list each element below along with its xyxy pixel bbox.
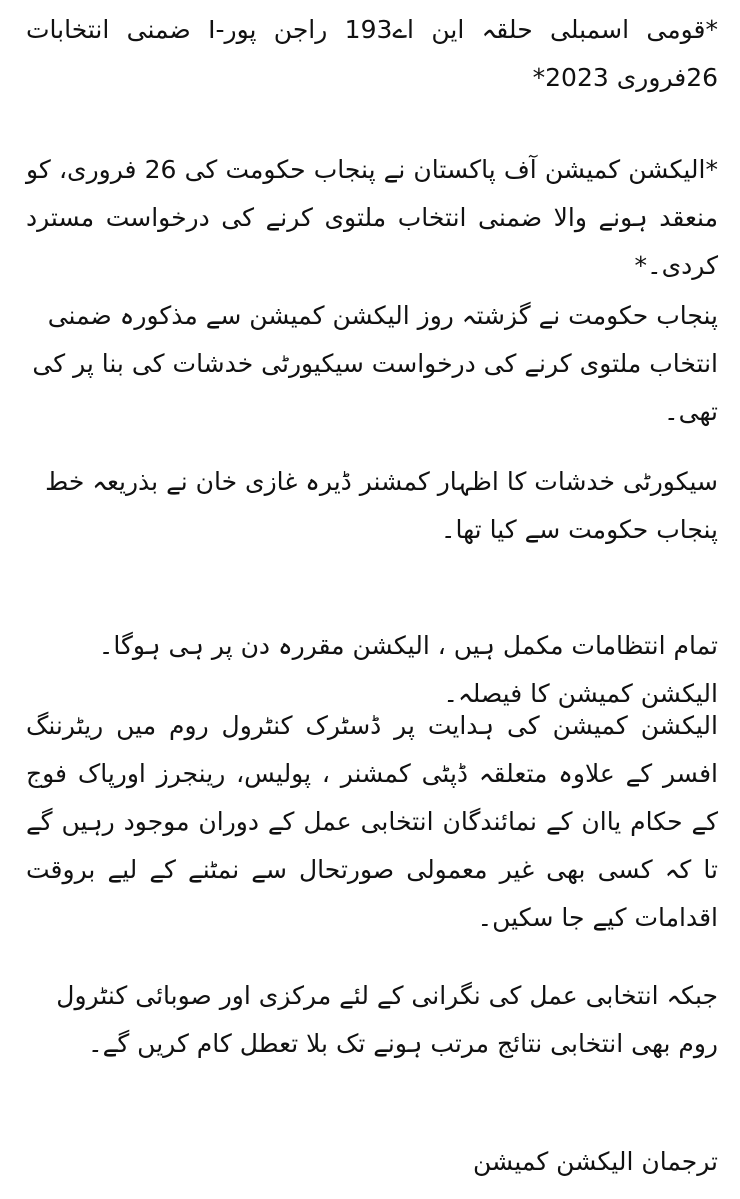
paragraph-rejection: *الیکشن کمیشن آف پاکستان نے پنجاب حکومت کی 26 فروری، کو منعقد ہونے والا ضمنی انتخاب ملتوی کرنے کی درخواست مسترد کردی۔* <box>26 155 718 280</box>
paragraph-security-concerns: سیکورٹی خدشات کا اظہار کمشنر ڈیرہ غازی خان نے بذریعہ خط پنجاب حکومت سے کیا تھا۔ <box>45 467 718 544</box>
paragraph-monitoring: جبکہ انتخابی عمل کی نگرانی کے لئے مرکزی اور صوبائی کنٹرول روم بھی انتخابی نتائج مرتب ہونے تک بلا تعطل کام کریں گے۔ <box>56 981 718 1058</box>
paragraph-request: پنجاب حکومت نے گزشتہ روز الیکشن کمیشن سے مذکورہ ضمنی انتخاب ملتوی کرنے کی درخواست سیکیورٹی خدشات کی بنا پر کی تھی۔ <box>32 301 718 426</box>
signature: ترجمان الیکشن کمیشن <box>472 1147 718 1176</box>
document-title: *قومی اسمبلی حلقہ این اے193 راجن پور-I ضمنی انتخابات 26فروری 2023* <box>26 15 718 92</box>
paragraph-control-room: الیکشن کمیشن کی ہدایت پر ڈسٹرک کنٹرول روم میں ریٹرننگ افسر کے علاوہ متعلقہ ڈپٹی کمشنر ، پولیس، رینجرز اورپاک فوج کے حکام یاان کے نمائندگان انتخابی عمل کے دوران موجود رہیں گے تا کہ کسی بھی غیر معمولی صورتحال سے نمٹنے کے لیے بروقت اقدامات کیے جا سکیں۔ <box>26 711 718 932</box>
paragraph-arrangements: تمام انتظامات مکمل ہیں ، الیکشن مقررہ دن پر ہی ہوگا۔ الیکشن کمیشن کا فیصلہ۔ <box>98 631 718 708</box>
